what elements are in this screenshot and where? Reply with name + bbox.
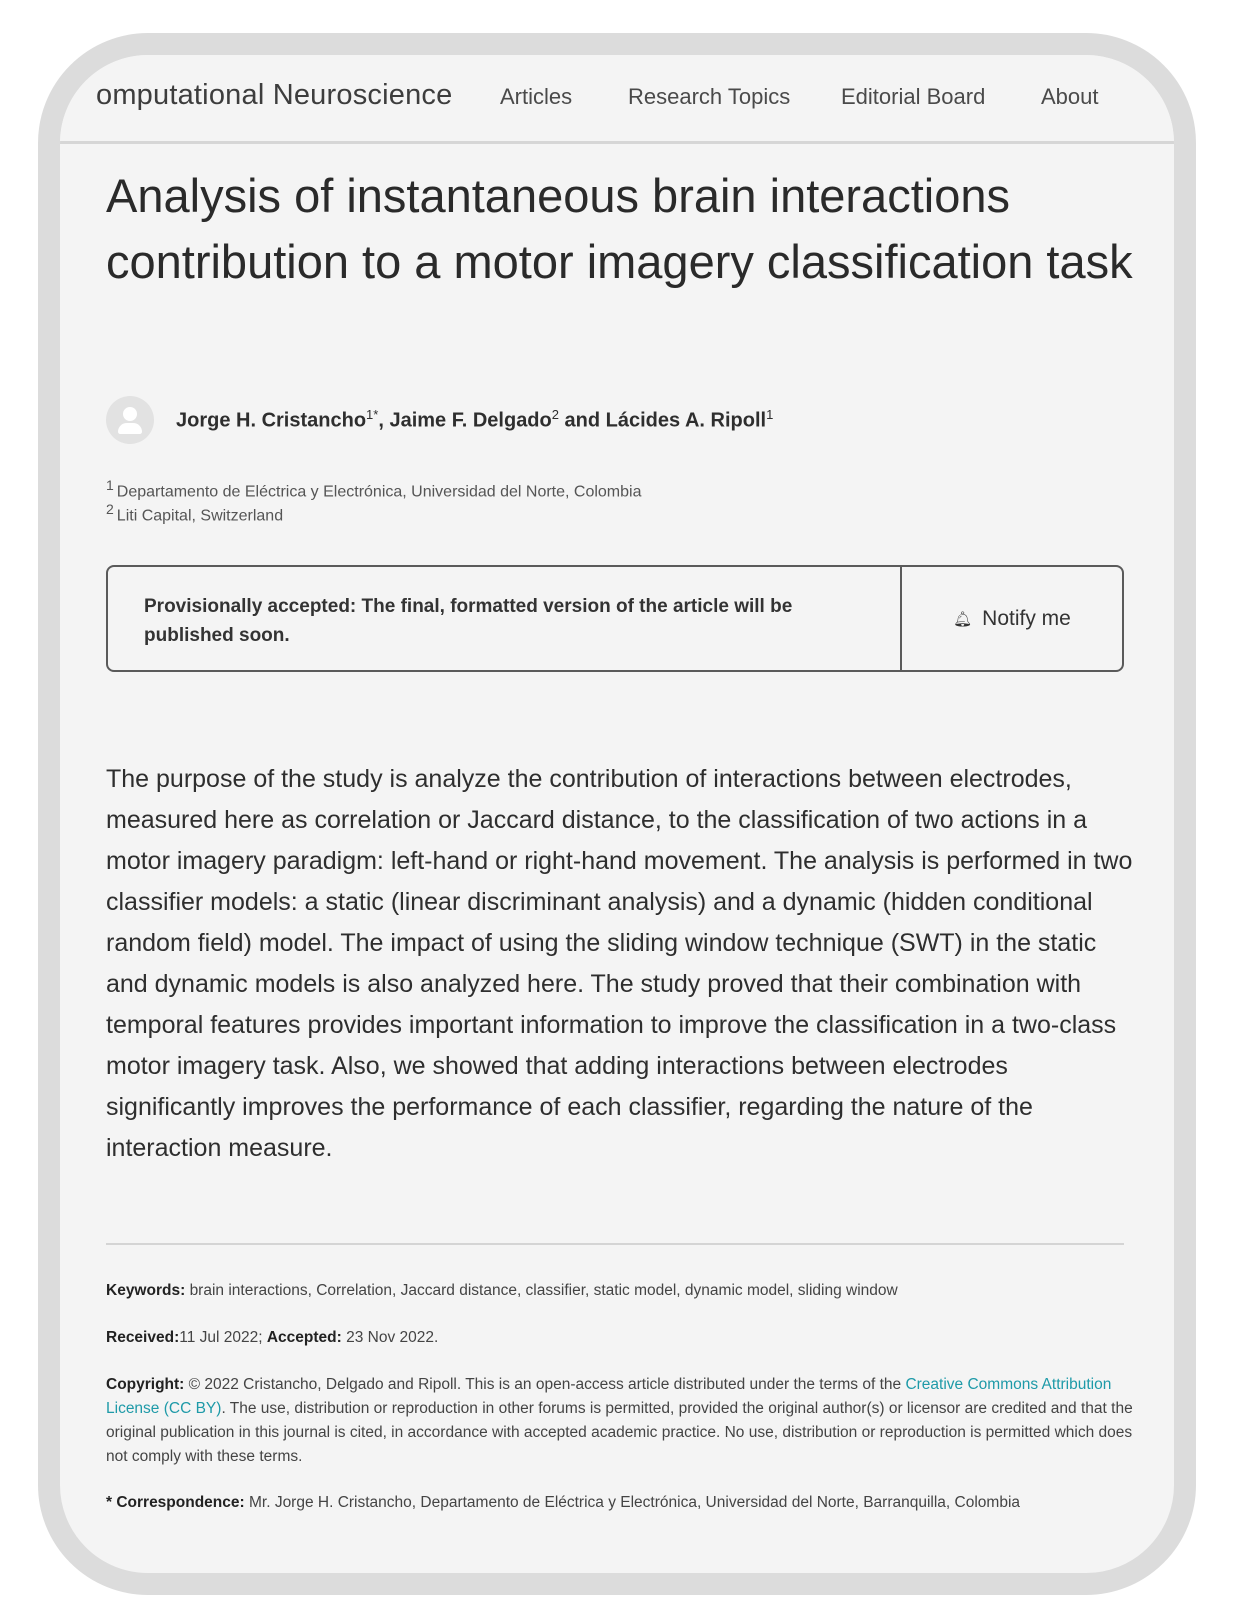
correspondence-text: Mr. Jorge H. Cristancho, Departamento de Eléctrica y Electrónica, Universidad del Norte, Barranquilla, Colombia bbox=[248, 1494, 1021, 1511]
author-separator: and bbox=[558, 409, 606, 432]
avatar-body-icon bbox=[118, 423, 142, 434]
received-label: Received: bbox=[106, 1329, 180, 1346]
avatar-head-icon bbox=[123, 407, 137, 421]
author-sup: 1 bbox=[766, 407, 774, 422]
provisional-notice bbox=[106, 565, 1124, 672]
nav-articles[interactable]: Articles bbox=[500, 84, 573, 109]
accepted-date: 23 Nov 2022. bbox=[346, 1329, 439, 1346]
copyright-text-rest: . The use, distribution or reproduction in other forums is permitted, provided the original author(s) or licensor are credited and that the original publication in this journal is cited, in accordance with accepted academic practice. No use, distribution or reproduction is permitted which does not comply with these terms. bbox=[106, 1400, 1133, 1465]
author-separator: , bbox=[378, 409, 390, 432]
article-title: Analysis of instantaneous brain interactions contribution to a motor imagery classification task bbox=[106, 169, 1133, 288]
keywords-label: Keywords: bbox=[106, 1282, 186, 1299]
notify-me-button[interactable] bbox=[900, 567, 1122, 670]
journal-name-link[interactable]: omputational Neuroscience bbox=[96, 79, 453, 111]
received-date: 11 Jul 2022; bbox=[179, 1329, 263, 1346]
keywords-value: brain interactions, Correlation, Jaccard distance, classifier, static model, dynamic model, sliding window bbox=[189, 1282, 898, 1299]
affiliation-text: Liti Capital, Switzerland bbox=[116, 507, 284, 525]
copyright-label: Copyright: bbox=[106, 1376, 185, 1393]
copyright bbox=[106, 1373, 1136, 1469]
author-list bbox=[176, 407, 773, 433]
keywords bbox=[106, 1279, 1136, 1303]
correspondence-label: * Correspondence: bbox=[106, 1494, 245, 1511]
copyright-text: © 2022 Cristancho, Delgado and Ripoll. This is an open-access article distributed under the terms of the bbox=[188, 1376, 902, 1393]
accepted-label: Accepted: bbox=[266, 1329, 342, 1346]
correspondence bbox=[106, 1491, 1136, 1515]
bell-icon: 🔔︎ bbox=[953, 610, 973, 628]
license-link[interactable]: Creative Commons Attribution License (CC BY) bbox=[106, 1376, 1112, 1417]
nav-about[interactable]: About bbox=[1041, 84, 1099, 109]
author-name[interactable]: Jorge H. Cristancho bbox=[176, 409, 367, 432]
author-sup: 1* bbox=[366, 407, 379, 422]
affiliation bbox=[106, 501, 283, 525]
nav-editorial-board[interactable]: Editorial Board bbox=[841, 84, 986, 109]
avatar bbox=[106, 396, 154, 444]
divider bbox=[106, 1243, 1124, 1245]
device-frame bbox=[38, 33, 1196, 1595]
author-name[interactable]: Jaime F. Delgado bbox=[389, 409, 552, 432]
abstract-text: The purpose of the study is analyze the contribution of interactions between electrodes, measured here as correlation or Jaccard distance, to the classification of two actions in a motor imagery paradigm: left-hand or right-hand movement. The analysis is performed in two classifier models: a static (linear discriminant analysis) and a dynamic (hidden conditional random field) model. The impact of using the sliding window technique (SWT) in the static and dynamic models is also analyzed here. The study proved that their combination with temporal features provides important information to improve the classification in a two-class motor imagery task. Also, we showed that adding interactions between electrodes significantly improves the performance of each classifier, regarding the nature of the interaction measure. bbox=[106, 765, 1133, 1162]
notify-me-label: Notify me bbox=[982, 606, 1071, 630]
affiliation-number: 2 bbox=[106, 501, 114, 517]
notice-text: Provisionally accepted: The final, formatted version of the article will be published soon. bbox=[144, 596, 793, 646]
authors-row bbox=[106, 396, 1106, 446]
affiliation-number: 1 bbox=[106, 477, 114, 493]
nav-research-topics[interactable]: Research Topics bbox=[628, 84, 791, 109]
author-sup: 2 bbox=[551, 407, 559, 422]
author-name[interactable]: Lácides A. Ripoll bbox=[605, 409, 767, 432]
dates bbox=[106, 1326, 1136, 1350]
top-navigation bbox=[60, 55, 1174, 144]
affiliation-text: Departamento de Eléctrica y Electrónica, Universidad del Norte, Colombia bbox=[116, 483, 642, 501]
affiliation bbox=[106, 477, 641, 501]
